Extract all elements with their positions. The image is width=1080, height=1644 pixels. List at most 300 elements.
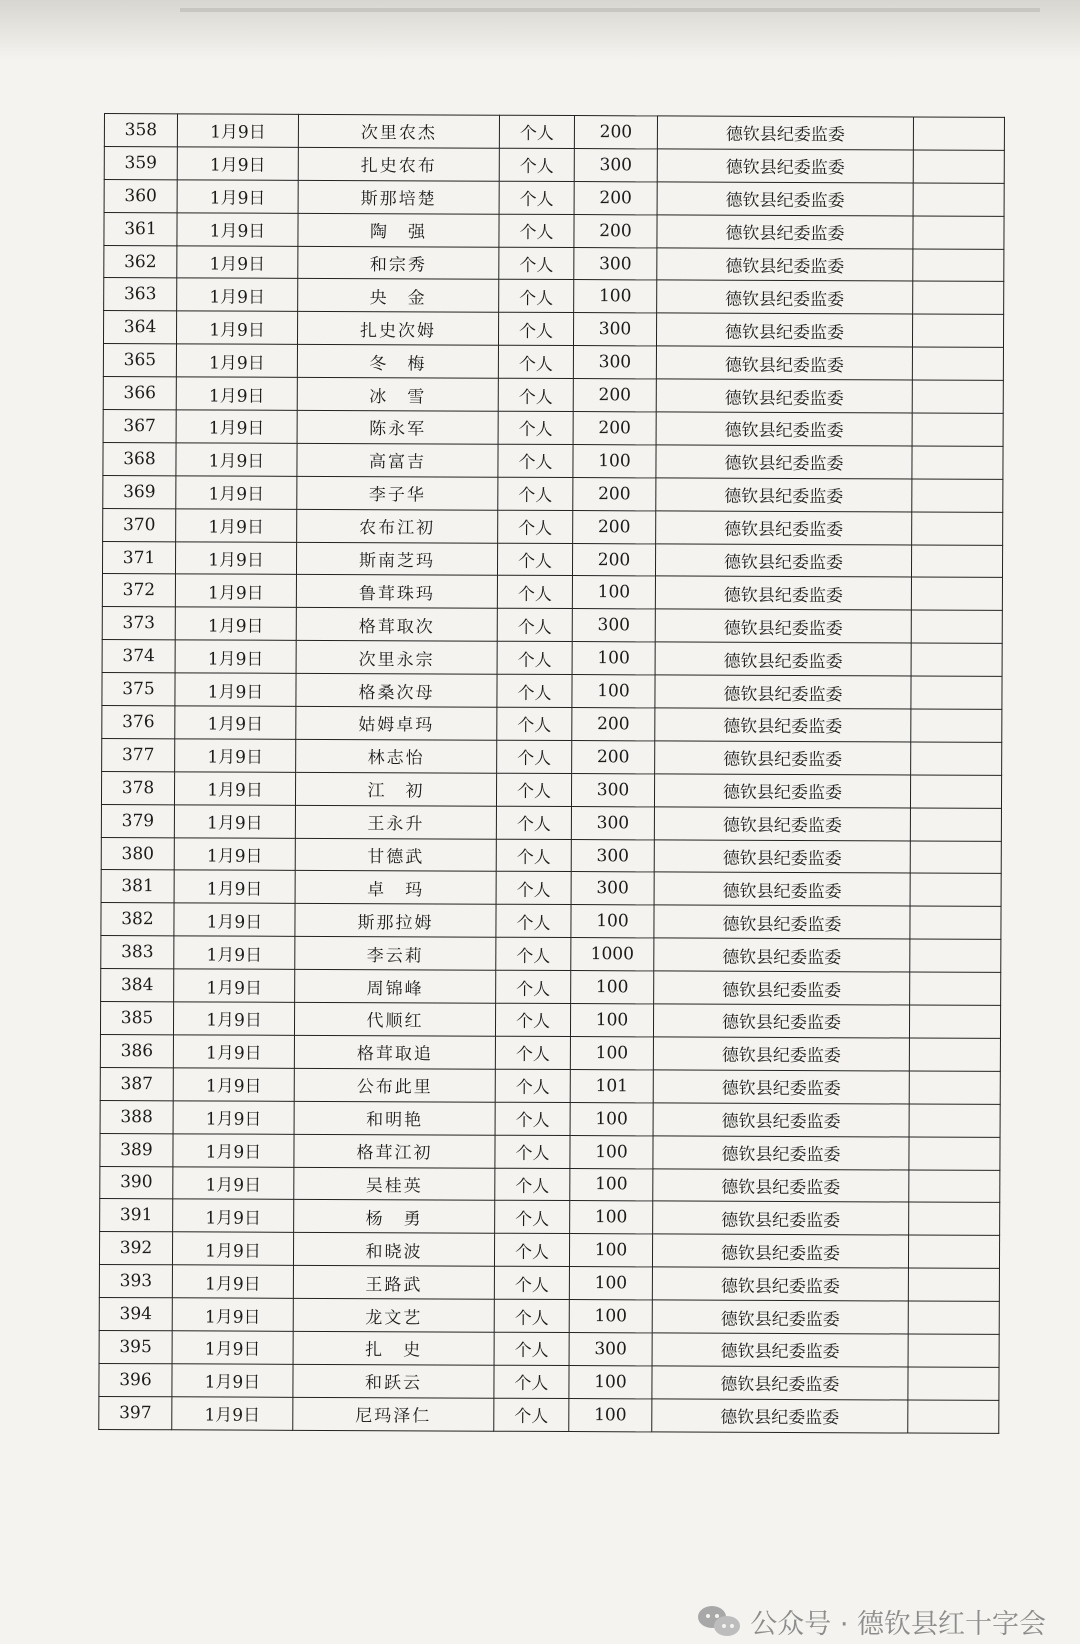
cell-amount: 100 [569,1300,652,1333]
cell-date: 1月9日 [174,903,295,936]
cell-date: 1月9日 [172,1265,293,1298]
cell-number: 397 [99,1396,172,1429]
table-row [100,1166,1000,1203]
cell-note [911,577,1002,610]
table-row [103,311,1003,348]
cell-donor-type: 个人 [494,1365,569,1398]
cell-unit: 德钦县纪委监委 [657,182,913,216]
cell-note [910,841,1001,874]
table-row [101,771,1001,808]
cell-note [910,939,1001,972]
cell-donor-name: 斯那拉姆 [295,904,496,938]
cell-donor-type: 个人 [498,313,573,346]
cell-unit: 德钦县纪委监委 [653,1201,909,1235]
cell-note [912,314,1003,347]
cell-donor-name: 王路武 [293,1266,494,1300]
cell-unit: 德钦县纪委监委 [657,215,913,249]
wechat-icon [698,1604,742,1638]
cell-donor-name: 尼玛泽仁 [293,1397,494,1431]
cell-donor-type: 个人 [494,1332,569,1365]
table-row [102,706,1002,743]
cell-donor-type: 个人 [495,1201,570,1234]
cell-date: 1月9日 [177,180,298,213]
table-row [104,278,1004,315]
cell-donor-name: 吴桂英 [294,1167,495,1201]
table-row [101,936,1001,973]
cell-unit: 德钦县纪委监委 [653,1070,909,1104]
cell-donor-name: 甘德武 [295,838,496,872]
cell-note [909,1202,1000,1235]
cell-note [910,906,1001,939]
cell-amount: 200 [574,181,657,214]
cell-amount: 100 [570,1201,653,1234]
cell-unit: 德钦县纪委监委 [652,1333,908,1367]
cell-amount: 100 [573,444,656,477]
cell-amount: 100 [569,1234,652,1267]
donation-table-body [99,114,1005,1434]
cell-unit: 德钦县纪委监委 [654,938,910,972]
cell-donor-name: 斯南芝玛 [296,542,497,576]
cell-amount: 200 [574,116,657,149]
cell-donor-type: 个人 [498,411,573,444]
cell-amount: 200 [572,543,655,576]
cell-donor-type: 个人 [496,806,571,839]
cell-note [908,1301,999,1334]
cell-number: 388 [100,1100,173,1133]
cell-amount: 200 [574,214,657,247]
cell-unit: 德钦县纪委监委 [657,247,913,281]
cell-number: 396 [99,1363,172,1396]
donation-table [98,113,1005,1434]
cell-date: 1月9日 [173,1068,294,1101]
cell-donor-type: 个人 [498,510,573,543]
table-row [103,377,1003,414]
cell-donor-type: 个人 [497,740,572,773]
cell-unit: 德钦县纪委监委 [655,642,911,676]
table-row [100,1002,1000,1039]
cell-unit: 德钦县纪委监委 [654,774,910,808]
table-row [103,475,1003,512]
cell-unit: 德钦县纪委监委 [656,478,912,512]
cell-unit: 德钦县纪委监委 [655,543,911,577]
cell-unit: 德钦县纪委监委 [655,576,911,610]
cell-donor-type: 个人 [497,576,572,609]
cell-donor-name: 周锦峰 [295,969,496,1003]
cell-number: 360 [104,179,177,212]
cell-date: 1月9日 [177,212,298,245]
cell-unit: 德钦县纪委监委 [653,1103,909,1137]
cell-donor-type: 个人 [496,905,571,938]
table-row [102,607,1002,644]
cell-date: 1月9日 [175,574,296,607]
cell-date: 1月9日 [176,476,297,509]
cell-note [908,1334,999,1367]
cell-date: 1月9日 [173,1199,294,1232]
cell-note [908,1235,999,1268]
cell-number: 375 [102,673,175,706]
cell-amount: 300 [573,313,656,346]
cell-note [913,183,1004,216]
cell-amount: 300 [571,839,654,872]
cell-number: 378 [101,771,174,804]
cell-donor-name: 王永升 [295,805,496,839]
cell-amount: 1000 [571,938,654,971]
cell-unit: 德钦县纪委监委 [655,675,911,709]
cell-number: 372 [102,574,175,607]
cell-number: 380 [101,837,174,870]
cell-unit: 德钦县纪委监委 [656,346,912,380]
cell-date: 1月9日 [176,410,297,443]
table-row [104,114,1004,151]
cell-donor-type: 个人 [497,707,572,740]
cell-number: 384 [101,969,174,1002]
cell-donor-name: 斯那培楚 [298,180,499,214]
cell-amount: 300 [571,872,654,905]
cell-donor-name: 林志怡 [296,739,497,773]
cell-unit: 德钦县纪委监委 [656,313,912,347]
cell-amount: 100 [572,675,655,708]
cell-amount: 200 [572,740,655,773]
cell-date: 1月9日 [173,1166,294,1199]
cell-amount: 300 [571,773,654,806]
cell-note [912,380,1003,413]
cell-note [909,1170,1000,1203]
cell-donor-type: 个人 [496,937,571,970]
cell-donor-name: 公布此里 [294,1068,495,1102]
cell-donor-type: 个人 [498,378,573,411]
cell-note [912,479,1003,512]
cell-date: 1月9日 [177,245,298,278]
cell-amount: 100 [571,905,654,938]
cell-donor-name: 格茸江初 [294,1134,495,1168]
cell-date: 1月9日 [176,377,297,410]
table-row [100,1067,1000,1104]
cell-unit: 德钦县纪委监委 [653,1037,909,1071]
cell-amount: 101 [570,1069,653,1102]
cell-donor-type: 个人 [494,1398,569,1431]
table-row [104,212,1004,249]
cell-unit: 德钦县纪委监委 [653,1004,909,1038]
table-row [99,1363,999,1400]
cell-number: 386 [100,1034,173,1067]
cell-note [913,216,1004,249]
cell-donor-type: 个人 [496,773,571,806]
table-row [99,1396,999,1433]
cell-donor-name: 格茸取次 [296,608,497,642]
cell-donor-name: 杨 勇 [294,1200,495,1234]
cell-note [910,808,1001,841]
cell-donor-name: 李子华 [297,476,498,510]
cell-donor-name: 次里农杰 [298,114,499,148]
cell-donor-name: 扎史农布 [298,147,499,181]
cell-donor-type: 个人 [498,345,573,378]
cell-number: 387 [100,1067,173,1100]
cell-unit: 德钦县纪委监委 [655,741,911,775]
cell-amount: 100 [569,1365,652,1398]
cell-donor-name: 和明艳 [294,1101,495,1135]
cell-number: 363 [104,278,177,311]
cell-number: 377 [102,738,175,771]
watermark-text: 公众号 · 德钦县红十字会 [750,1608,1046,1640]
cell-date: 1月9日 [176,509,297,542]
cell-amount: 300 [574,148,657,181]
cell-donor-type: 个人 [499,148,574,181]
cell-donor-name: 鲁茸珠玛 [296,575,497,609]
cell-donor-type: 个人 [495,1003,570,1036]
cell-amount: 100 [569,1398,652,1431]
scan-edge-line [180,8,1040,12]
cell-donor-name: 和晓波 [293,1233,494,1267]
cell-number: 382 [101,903,174,936]
cell-donor-type: 个人 [494,1233,569,1266]
table-row [102,640,1002,677]
table-row [103,508,1003,545]
cell-donor-name: 次里永宗 [296,641,497,675]
cell-unit: 德钦县纪委监委 [652,1366,908,1400]
cell-amount: 100 [572,576,655,609]
cell-donor-name: 和宗秀 [298,246,499,280]
cell-amount: 300 [572,609,655,642]
cell-donor-name: 卓 玛 [295,871,496,905]
cell-donor-name: 格茸取追 [294,1035,495,1069]
table-row [101,804,1001,841]
cell-date: 1月9日 [176,344,297,377]
cell-note [913,249,1004,282]
table-row [103,344,1003,381]
cell-donor-name: 央 金 [298,279,499,313]
cell-unit: 德钦县纪委监委 [654,971,910,1005]
cell-date: 1月9日 [177,147,298,180]
cell-note [911,545,1002,578]
cell-date: 1月9日 [175,640,296,673]
cell-note [911,643,1002,676]
cell-number: 381 [101,870,174,903]
cell-unit: 德钦县纪委监委 [654,872,910,906]
table-row [104,179,1004,216]
table-row [99,1232,999,1269]
cell-number: 368 [103,442,176,475]
cell-donor-type: 个人 [499,214,574,247]
cell-amount: 200 [573,510,656,543]
cell-donor-type: 个人 [496,970,571,1003]
cell-number: 383 [101,936,174,969]
cell-number: 385 [100,1002,173,1035]
cell-note [911,742,1002,775]
cell-note [912,512,1003,545]
cell-unit: 德钦县纪委监委 [656,379,912,413]
table-row [100,1199,1000,1236]
cell-date: 1月9日 [177,114,298,147]
cell-donor-type: 个人 [494,1266,569,1299]
cell-date: 1月9日 [175,607,296,640]
cell-note [911,676,1002,709]
cell-unit: 德钦县纪委监委 [652,1300,908,1334]
cell-donor-type: 个人 [495,1069,570,1102]
cell-donor-type: 个人 [497,674,572,707]
cell-note [910,775,1001,808]
cell-date: 1月9日 [173,1035,294,1068]
cell-number: 371 [102,541,175,574]
cell-note [908,1367,999,1400]
cell-note [911,610,1002,643]
cell-donor-type: 个人 [495,1135,570,1168]
cell-number: 379 [101,804,174,837]
cell-donor-type: 个人 [495,1102,570,1135]
cell-date: 1月9日 [172,1331,293,1364]
cell-date: 1月9日 [174,870,295,903]
cell-donor-name: 代顺红 [294,1002,495,1036]
cell-date: 1月9日 [174,772,295,805]
cell-donor-name: 冬 梅 [297,345,498,379]
cell-date: 1月9日 [177,278,298,311]
cell-unit: 德钦县纪委监委 [653,1136,909,1170]
cell-number: 365 [103,344,176,377]
cell-number: 369 [103,475,176,508]
cell-amount: 100 [570,1036,653,1069]
cell-amount: 300 [574,247,657,280]
cell-number: 393 [99,1265,172,1298]
cell-amount: 100 [569,1267,652,1300]
cell-note [909,1005,1000,1038]
cell-number: 362 [104,245,177,278]
cell-number: 389 [100,1133,173,1166]
cell-unit: 德钦县纪委监委 [656,445,912,479]
table-row [99,1298,999,1335]
cell-amount: 200 [572,708,655,741]
cell-donor-type: 个人 [499,115,574,148]
cell-donor-name: 陈永军 [297,410,498,444]
cell-donor-type: 个人 [498,477,573,510]
cell-unit: 德钦县纪委监委 [654,840,910,874]
cell-number: 394 [99,1298,172,1331]
cell-unit: 德钦县纪委监委 [652,1267,908,1301]
cell-date: 1月9日 [176,311,297,344]
table-row [100,1133,1000,1170]
cell-donor-type: 个人 [495,1168,570,1201]
cell-note [910,972,1001,1005]
table-row [103,410,1003,447]
cell-amount: 300 [571,806,654,839]
cell-date: 1月9日 [175,541,296,574]
cell-note [908,1268,999,1301]
cell-date: 1月9日 [172,1298,293,1331]
cell-note [913,150,1004,183]
cell-amount: 100 [572,642,655,675]
cell-unit: 德钦县纪委监委 [654,905,910,939]
cell-number: 358 [104,114,177,147]
cell-amount: 100 [574,280,657,313]
cell-note [909,1071,1000,1104]
cell-note [912,413,1003,446]
cell-donor-type: 个人 [497,543,572,576]
cell-date: 1月9日 [174,936,295,969]
table-row [102,541,1002,578]
table-row [100,1100,1000,1137]
cell-unit: 德钦县纪委监委 [656,511,912,545]
cell-amount: 300 [573,346,656,379]
cell-date: 1月9日 [175,706,296,739]
cell-donor-name: 高富吉 [297,443,498,477]
cell-donor-type: 个人 [497,641,572,674]
cell-date: 1月9日 [174,805,295,838]
cell-donor-type: 个人 [499,280,574,313]
cell-date: 1月9日 [172,1364,293,1397]
cell-donor-name: 李云莉 [295,937,496,971]
cell-amount: 100 [570,1168,653,1201]
table-row [102,673,1002,710]
cell-date: 1月9日 [173,1133,294,1166]
cell-date: 1月9日 [174,969,295,1002]
cell-unit: 德钦县纪委监委 [657,149,913,183]
cell-donor-name: 和跃云 [293,1364,494,1398]
cell-donor-name: 龙文艺 [293,1298,494,1332]
table-row [101,837,1001,874]
cell-unit: 德钦县纪委监委 [655,609,911,643]
cell-unit: 德钦县纪委监委 [652,1234,908,1268]
cell-date: 1月9日 [173,1101,294,1134]
table-row [99,1330,999,1367]
cell-number: 395 [99,1330,172,1363]
cell-donor-type: 个人 [499,181,574,214]
cell-donor-type: 个人 [495,1036,570,1069]
cell-note [913,281,1004,314]
cell-date: 1月9日 [175,739,296,772]
cell-unit: 德钦县纪委监委 [656,412,912,446]
table-row [101,969,1001,1006]
cell-date: 1月9日 [172,1232,293,1265]
cell-number: 364 [103,311,176,344]
cell-number: 367 [103,410,176,443]
cell-donor-name: 扎史次姆 [297,312,498,346]
cell-note [911,709,1002,742]
cell-donor-type: 个人 [496,872,571,905]
table-row [101,903,1001,940]
cell-date: 1月9日 [174,837,295,870]
cell-donor-type: 个人 [499,247,574,280]
cell-number: 391 [100,1199,173,1232]
cell-note [909,1104,1000,1137]
cell-amount: 200 [573,379,656,412]
cell-unit: 德钦县纪委监委 [655,708,911,742]
cell-number: 366 [103,377,176,410]
table-row [103,442,1003,479]
cell-number: 376 [102,706,175,739]
table-row [102,574,1002,611]
cell-amount: 300 [569,1332,652,1365]
cell-number: 373 [102,607,175,640]
cell-number: 374 [102,640,175,673]
table-row [100,1034,1000,1071]
cell-donor-name: 冰 雪 [297,377,498,411]
cell-donor-type: 个人 [496,839,571,872]
cell-number: 361 [104,212,177,245]
cell-amount: 200 [573,412,656,445]
table-row [99,1265,999,1302]
cell-unit: 德钦县纪委监委 [657,280,913,314]
cell-note [912,446,1003,479]
cell-date: 1月9日 [172,1397,293,1430]
cell-amount: 200 [573,477,656,510]
cell-amount: 100 [570,1004,653,1037]
table-row [104,245,1004,282]
cell-donor-type: 个人 [494,1299,569,1332]
cell-donor-name: 陶 强 [298,213,499,247]
cell-amount: 100 [570,1135,653,1168]
cell-unit: 德钦县纪委监委 [652,1399,908,1433]
wechat-watermark [698,1603,1046,1639]
cell-note [913,117,1004,150]
cell-date: 1月9日 [173,1002,294,1035]
